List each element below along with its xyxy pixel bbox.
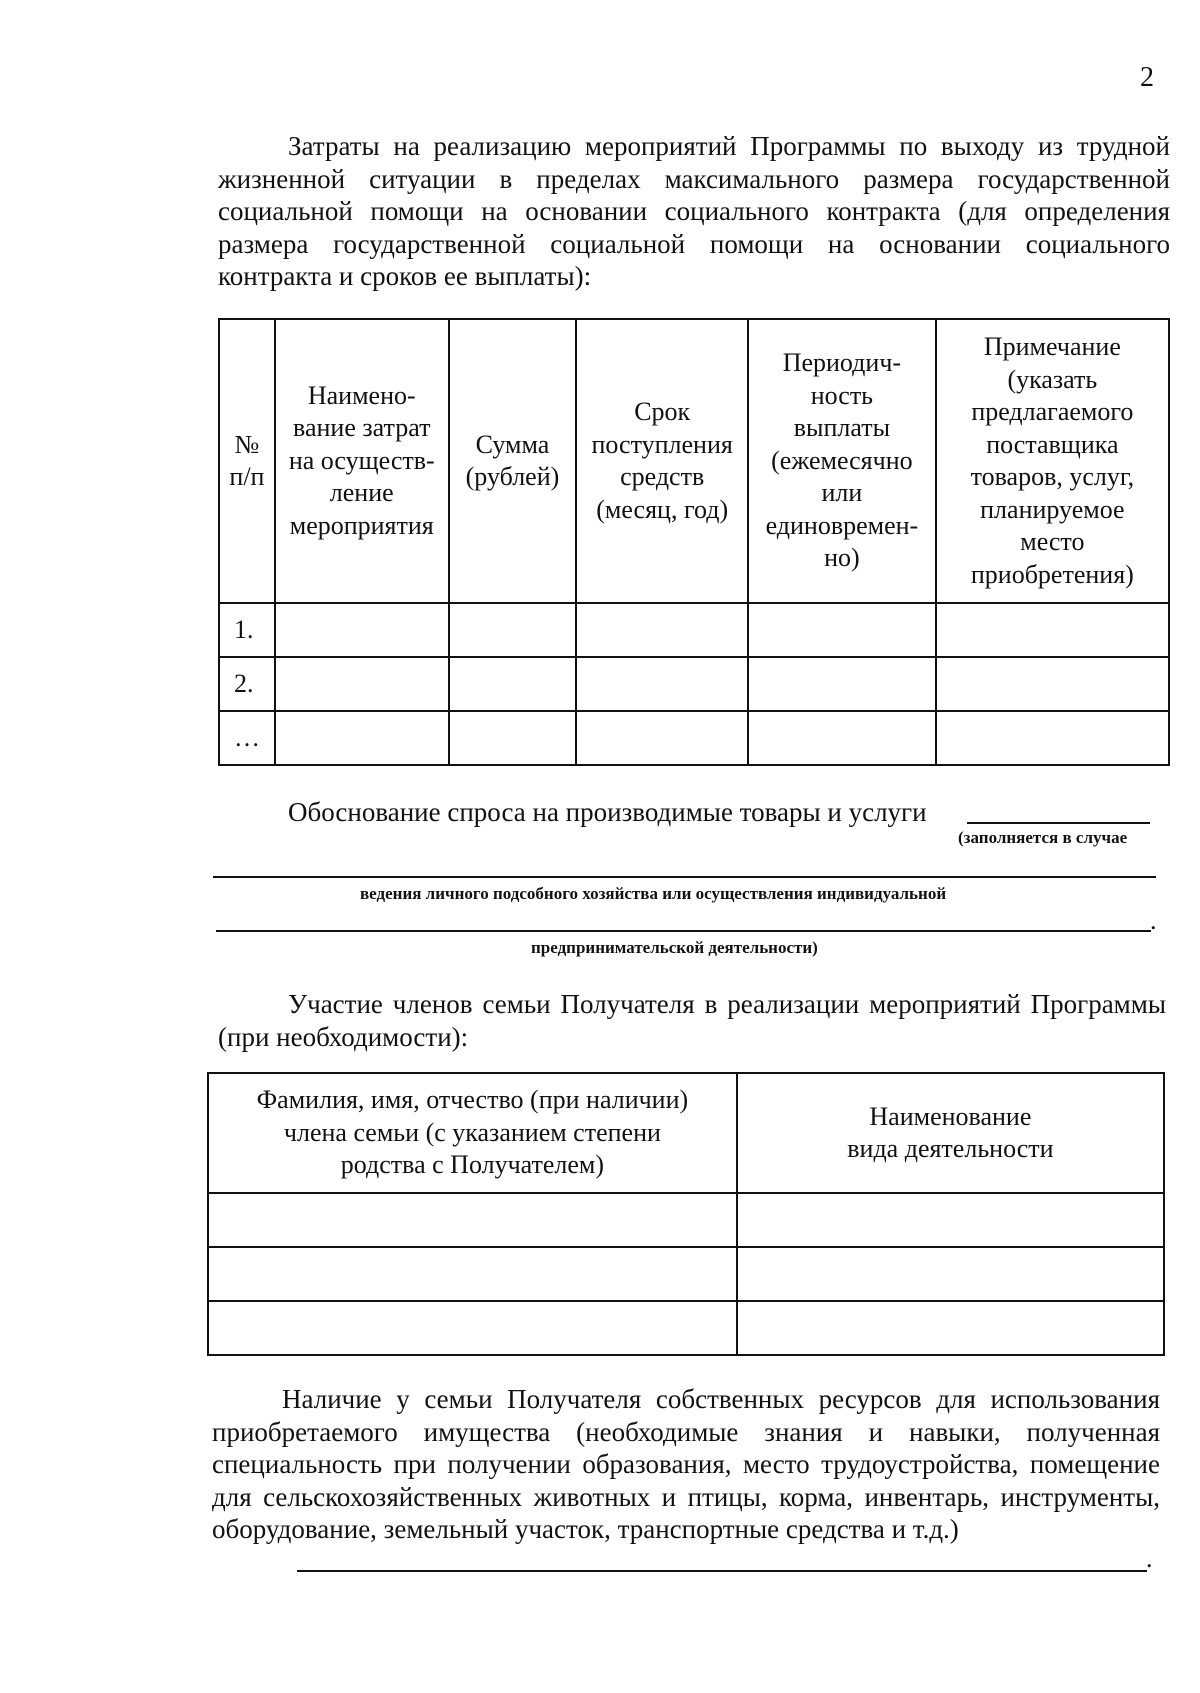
page-number: 2 [1140, 62, 1154, 93]
costs-table [218, 318, 1170, 766]
periodicity-cell[interactable] [748, 603, 936, 657]
costs-row [219, 657, 1169, 711]
demand-fill-line-1[interactable] [967, 822, 1150, 824]
family-paragraph [218, 988, 1166, 1053]
resources-paragraph [212, 1383, 1160, 1546]
demand-note-3: предпринимательской деятельности) [531, 938, 818, 957]
costs-header-row [219, 319, 1169, 603]
header-number [219, 319, 275, 603]
header-activity [737, 1073, 1164, 1193]
cost-name-cell[interactable] [275, 603, 449, 657]
header-sum [449, 319, 577, 603]
demand-fill-line-2[interactable] [213, 876, 1156, 878]
header-cost-name [275, 319, 449, 603]
header-sum-lines: Сумма (рублей) [465, 429, 560, 491]
note-cell[interactable] [936, 711, 1169, 765]
demand-label-text: Обоснование спроса на производимые товары и услуги [288, 797, 927, 827]
intro-text: Затраты на реализацию мероприятий Программы по выходу из трудной жизненной ситуации в пределах максимального размера государственной социальной помощи на основании социального контракта (для определения размера государственной социальной помощи на основании социального контракта и сроков ее выплаты): [218, 131, 1170, 291]
family-row [208, 1247, 1164, 1301]
header-number-lines: № п/п [229, 429, 265, 491]
demand-label [218, 796, 927, 829]
header-note-lines: Примечание (указать предлагаемого поставщика товаров, услуг, планируемое место приобретения) [970, 332, 1135, 589]
demand-note-1: (заполняется в случае [958, 828, 1128, 847]
sum-cell[interactable] [449, 711, 577, 765]
intro-paragraph [218, 130, 1170, 293]
activity-cell[interactable] [737, 1247, 1164, 1301]
header-periodicity-lines: Периодич- ность выплаты (ежемесячно или единовремен- но) [765, 348, 919, 573]
resources-text: Наличие у семьи Получателя собственных ресурсов для использования приобретаемого имущества (необходимые знания и навыки, полученная специальность при получении образования, место трудоустройства, помещение для сельскохозяйственных животных и птицы, корма, инвентарь, инструменты, оборудование, земельный участок, транспортные средства и т.д.) [212, 1384, 1160, 1544]
resources-fill-line[interactable] [297, 1570, 1147, 1572]
header-periodicity [748, 319, 936, 603]
demand-line-end-dot: . [1150, 906, 1157, 935]
sum-cell[interactable] [449, 657, 577, 711]
cost-name-cell[interactable] [275, 657, 449, 711]
costs-row [219, 603, 1169, 657]
costs-row [219, 711, 1169, 765]
family-member-cell[interactable] [208, 1247, 737, 1301]
header-activity-lines: Наименование вида деятельности [847, 1101, 1054, 1163]
resources-line-end-dot: . [1146, 1544, 1153, 1573]
family-header-row [208, 1073, 1164, 1193]
family-row [208, 1301, 1164, 1355]
periodicity-cell[interactable] [748, 711, 936, 765]
header-cost-name-lines: Наимено- вание затрат на осуществ- ление мероприятия [288, 380, 435, 540]
header-note [936, 319, 1169, 603]
note-cell[interactable] [936, 603, 1169, 657]
row-number: … [219, 711, 275, 765]
demand-fill-line-3[interactable] [216, 930, 1151, 932]
row-number: 1. [219, 603, 275, 657]
activity-cell[interactable] [737, 1301, 1164, 1355]
note-cell[interactable] [936, 657, 1169, 711]
family-member-cell[interactable] [208, 1193, 737, 1247]
header-term [576, 319, 748, 603]
demand-note-2: ведения личного подсобного хозяйства или осуществления индивидуальной [360, 884, 947, 903]
family-member-cell[interactable] [208, 1301, 737, 1355]
family-row [208, 1193, 1164, 1247]
family-table [207, 1072, 1165, 1356]
header-term-lines: Срок поступления средств (месяц, год) [591, 397, 733, 524]
activity-cell[interactable] [737, 1193, 1164, 1247]
term-cell[interactable] [576, 603, 748, 657]
periodicity-cell[interactable] [748, 657, 936, 711]
row-number: 2. [219, 657, 275, 711]
sum-cell[interactable] [449, 603, 577, 657]
header-family-member [208, 1073, 737, 1193]
term-cell[interactable] [576, 711, 748, 765]
term-cell[interactable] [576, 657, 748, 711]
family-text: Участие членов семьи Получателя в реализации мероприятий Программы (при необходимости): [218, 989, 1166, 1052]
header-family-member-lines: Фамилия, имя, отчество (при наличии) члена семьи (с указанием степени родства с Получателем) [256, 1085, 689, 1180]
cost-name-cell[interactable] [275, 711, 449, 765]
